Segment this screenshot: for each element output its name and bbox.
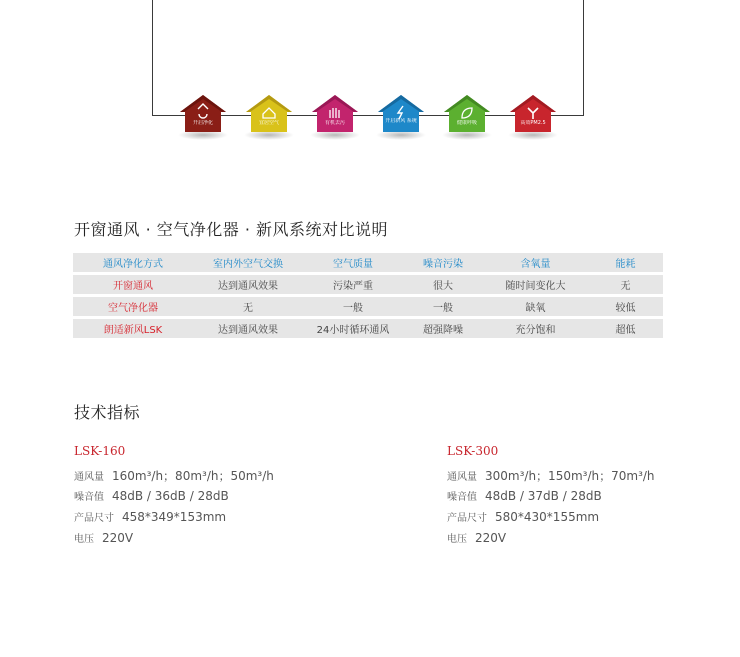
table-header-cell: 通风净化方式: [73, 253, 193, 274]
table-cell: 较低: [588, 296, 663, 318]
model-name: LSK-300: [447, 444, 499, 458]
house-label: 开启新风 系统: [385, 118, 417, 124]
spec-block-lsk160: [74, 444, 334, 551]
spec-line-voltage: [74, 530, 334, 551]
table-row-name: 朗适新风LSK: [73, 318, 193, 340]
spec-line-airflow: [74, 467, 334, 488]
spec-value: 220V: [475, 531, 507, 545]
house-label: 高效PM2.5: [520, 120, 546, 126]
spec-line-size: [74, 509, 334, 530]
table-cell: 无: [193, 296, 303, 318]
spec-value: 458*349*153mm: [122, 510, 227, 524]
table-cell: 缺氧: [483, 296, 588, 318]
spec-key: 噪音值: [74, 492, 104, 503]
spec-key: 产品尺寸: [447, 513, 487, 524]
table-header-cell: 能耗: [588, 253, 663, 274]
spec-value: 48dB / 36dB / 28dB: [112, 489, 229, 503]
specs-title: 技术指标: [74, 403, 141, 422]
table-cell: 一般: [303, 296, 403, 318]
spec-block-lsk300: [447, 444, 707, 551]
house-badge-pm25: [506, 92, 560, 142]
spec-value: 220V: [102, 531, 134, 545]
table-cell: 24小时循环通风: [303, 318, 403, 340]
house-label: 开启净化: [192, 120, 213, 126]
table-row-name: 空气净化器: [73, 296, 193, 318]
spec-value: 160m³/h；80m³/h；50m³/h: [112, 469, 274, 483]
spec-line-airflow: [447, 467, 707, 488]
spec-line-noise: [447, 488, 707, 509]
spec-key: 电压: [447, 534, 467, 545]
spec-key: 通风量: [74, 472, 104, 483]
spec-key: 产品尺寸: [74, 513, 114, 524]
house-label: 有机去污: [324, 120, 345, 126]
comparison-table: [73, 253, 663, 341]
spec-value: 580*430*155mm: [495, 510, 600, 524]
table-header-row: [73, 253, 663, 274]
house-badge-organic: [308, 92, 362, 142]
table-cell: 很大: [403, 274, 483, 296]
comparison-title: 开窗通风 · 空气净化器 · 新风系统对比说明: [74, 220, 389, 239]
table-cell: 随时间变化大: [483, 274, 588, 296]
spec-line-voltage: [447, 530, 707, 551]
spec-key: 通风量: [447, 472, 477, 483]
table-header-cell: 室内外空气交换: [193, 253, 303, 274]
table-header-cell: 含氧量: [483, 253, 588, 274]
table-cell: 一般: [403, 296, 483, 318]
house-badge-air: [242, 92, 296, 142]
house-label: 宜居空气: [258, 120, 279, 126]
table-cell: 达到通风效果: [193, 274, 303, 296]
house-badge-fresh-air: [374, 92, 428, 142]
spec-value: 48dB / 37dB / 28dB: [485, 489, 602, 503]
table-row: [73, 296, 663, 318]
table-header-cell: 噪音污染: [403, 253, 483, 274]
spec-key: 电压: [74, 534, 94, 545]
table-row: [73, 318, 663, 340]
table-header-cell: 空气质量: [303, 253, 403, 274]
spec-line-size: [447, 509, 707, 530]
table-cell: 超强降噪: [403, 318, 483, 340]
table-cell: 超低: [588, 318, 663, 340]
table-row: [73, 274, 663, 296]
spec-key: 噪音值: [447, 492, 477, 503]
table-cell: 充分饱和: [483, 318, 588, 340]
table-cell: 污染严重: [303, 274, 403, 296]
spec-value: 300m³/h；150m³/h；70m³/h: [485, 469, 655, 483]
table-cell: 无: [588, 274, 663, 296]
house-badge-healthy: [440, 92, 494, 142]
table-row-name: 开窗通风: [73, 274, 193, 296]
house-label: 健康呼吸: [456, 120, 477, 126]
house-badge-purify: [176, 92, 230, 142]
table-cell: 达到通风效果: [193, 318, 303, 340]
spec-line-noise: [74, 488, 334, 509]
model-name: LSK-160: [74, 444, 126, 458]
